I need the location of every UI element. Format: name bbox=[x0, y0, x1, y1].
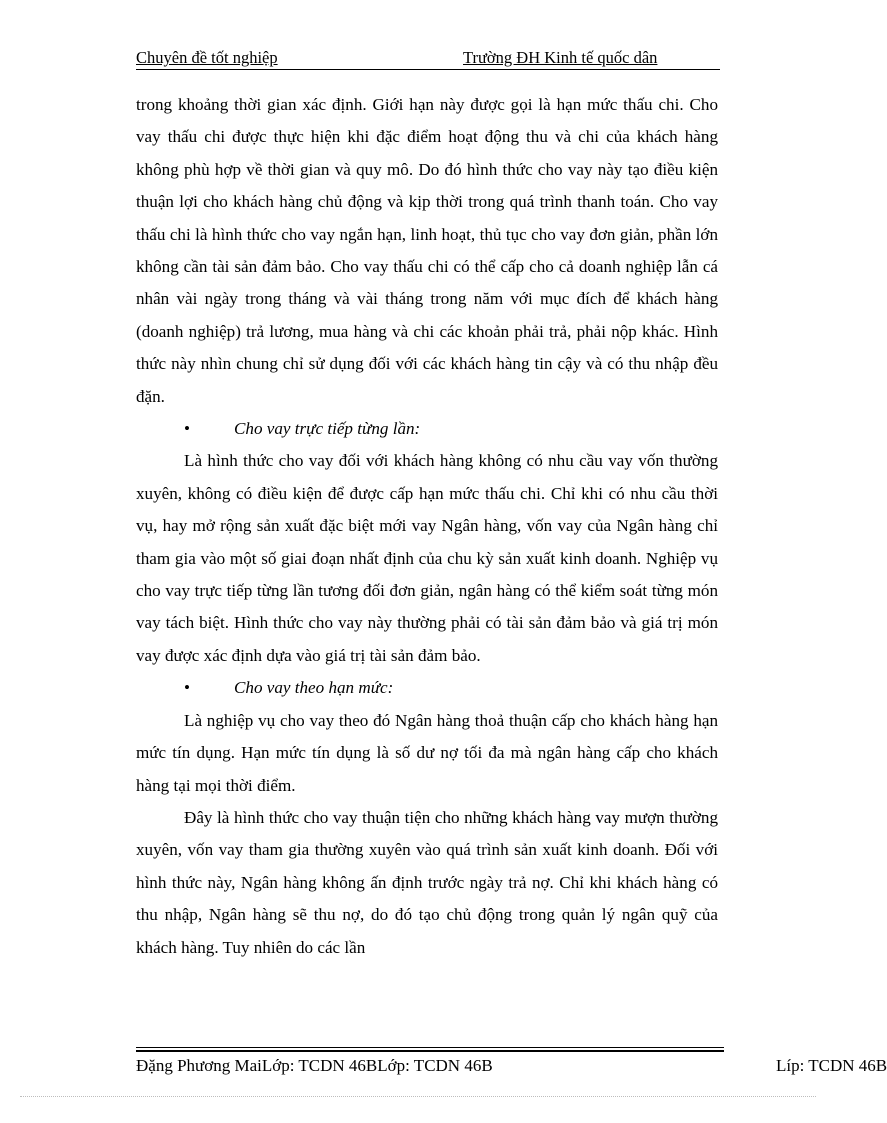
header-rule bbox=[136, 69, 720, 70]
bullet-heading: Cho vay trực tiếp từng lần: bbox=[234, 419, 421, 439]
bullet-heading: Cho vay theo hạn mức: bbox=[234, 678, 394, 698]
page-footer-left: Đặng Phương MaiLớp: TCDN 46BLớp: TCDN 46B bbox=[136, 1056, 493, 1075]
paragraph-credit-line-details: Đây là hình thức cho vay thuận tiện cho những khách hàng vay mượn thường xuyên, vốn vay tham gia thường xuyên vào quá trình sản xuất kinh doanh. Đối với hình thức này, Ngân hàng không ấn định trước ngày trả nợ. Chỉ khi khách hàng có thu nhập, Ngân hàng sẽ thu nợ, do đó tạo chủ động trong quản lý ngân quỹ của khách hàng. Tuy nhiên do các lần bbox=[136, 807, 718, 957]
paragraph-overdraft-continued: trong khoảng thời gian xác định. Giới hạn này được gọi là hạn mức thấu chi. Cho vay thấu chi được thực hiện khi đặc điểm hoạt động thu và chi của khách hàng không phù hợp về thời gian và quy mô. Do đó hình thức cho vay này tạo điều kiện thuận lợi cho khách hàng chủ động và kịp thời trong quá trình thanh toán. Cho vay thấu chi là hình thức cho vay ngắn hạn, linh hoạt, thủ tục cho vay đơn giản, phần lớn không cần tài sản đảm bảo. Cho vay thấu chi có thể cấp cho cả doanh nghiệp lẫn cá nhân vài ngày trong tháng và vài tháng trong năm với mục đích để khách hàng (doanh nghiệp) trả lương, mua hàng và chi các khoản phải trả, phải nộp khác. Hình thức này nhìn chung chỉ sử dụng đối với các khách hàng tin cậy và có thu nhập đều đặn. bbox=[136, 95, 718, 406]
paragraph-credit-line: Là nghiệp vụ cho vay theo đó Ngân hàng thoả thuận cấp cho khách hàng hạn mức tín dụng. Hạn mức tín dụng là số dư nợ tối đa mà ngân hàng cấp cho khách hàng tại mọi thời điểm. bbox=[136, 710, 718, 795]
bullet-icon: • bbox=[184, 419, 190, 439]
page-footer-right: Líp: TCDN 46B bbox=[776, 1056, 887, 1075]
paragraph-direct-loan: Là hình thức cho vay đối với khách hàng không có nhu cầu vay vốn thường xuyên, không có điều kiện để được cấp hạn mức thấu chi. Chỉ khi có nhu cầu thời vụ, hay mở rộng sản xuất đặc biệt mới vay Ngân hàng, vốn vay của Ngân hàng chỉ tham gia vào một số giai đoạn nhất định của chu kỳ sản xuất kinh doanh. Nghiệp vụ cho vay trực tiếp từng lần tương đối đơn giản, ngân hàng có thể kiểm soát từng món vay tách biệt. Hình thức cho vay này thường phải có tài sản đảm bảo và giá trị món vay được xác định dựa vào giá trị tài sản đảm bảo. bbox=[136, 451, 718, 665]
page-break-line bbox=[20, 1096, 816, 1097]
bullet-icon: • bbox=[184, 678, 190, 698]
page-header bbox=[136, 48, 720, 70]
footer-rule bbox=[136, 1047, 724, 1048]
header-title-left: Chuyên đề tốt nghiệp bbox=[136, 48, 278, 67]
bullet-item-credit-line bbox=[136, 672, 718, 704]
header-title-right: Trường ĐH Kinh tế quốc dân bbox=[463, 48, 658, 67]
document-body bbox=[136, 89, 718, 964]
bullet-item-direct-loan bbox=[136, 413, 718, 445]
footer-rule-thick bbox=[136, 1050, 724, 1052]
